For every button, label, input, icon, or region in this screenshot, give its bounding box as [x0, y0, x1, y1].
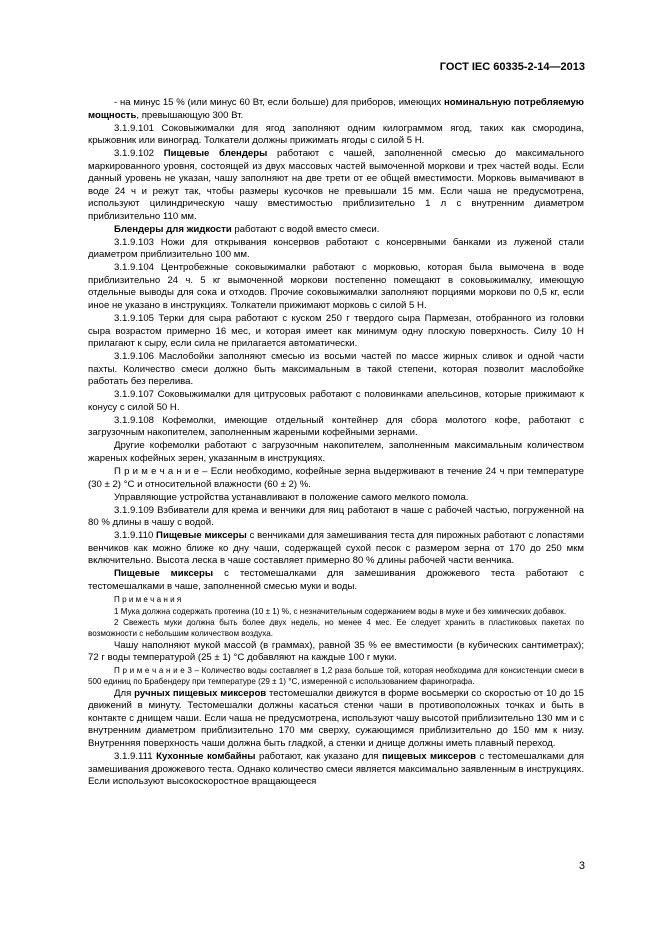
note [88, 466, 584, 491]
bold-term: Пищевые миксеры [156, 530, 247, 542]
text: с тестомешалками для замешивания дрожжевого теста. Однако количество смеси является максимально заявленным в инструкциях. Если используют высокоскоростное вращающееся [88, 751, 584, 788]
paragraph: 3.1.9.109 Взбиватели для крема и венчики для яиц работают в чаше с рабочей частью, погруженной на 80 % длины в чашу с водой. [88, 504, 584, 529]
paragraph: Управляющие устройства устанавливают в положение самого мелкого помола. [114, 491, 469, 503]
bold-term: Пищевые миксеры [114, 568, 214, 580]
notes-heading: П р и м е ч а н и я [114, 595, 182, 604]
paragraph: 3.1.9.101 Соковыжималки для ягод заполняют одним килограммом ягод, таких как смородина, крыжовник или виноград. Толкатели должны прижимать ягоды с силой 5 Н. [88, 122, 584, 147]
text: – Если необходимо, кофейные зерна выдерживают в течение 24 ч при температуре (30 ± 2) °С и относительной влажности (60 ± 2) %. [88, 466, 584, 490]
bold-term: Пищевые блендеры [163, 148, 268, 160]
note-item: 2 Свежесть муки должна быть более двух недель, но менее 4 мес. Ее следует хранить в пластиковых пакетах по возможности с небольшим количеством воздуха. [88, 618, 584, 639]
paragraph: 3.1.9.103 Ножи для открывания консервов работают с консервными банками из луженой стали диаметром приблизительно 100 мм. [88, 236, 584, 261]
text: тестомешалки движутся в форме восьмерки со скоростью от 10 до 15 движений в минуту. Тестомешалки должны касаться стенки чаши в противоположных точках и быть в контакте с днищем чаши. Если чаша не предусмотрена, используют чашу высотой приблизительно 130 мм и с внутренним диаметром приблизительно 170 мм сверху, сужающимся приблизительно до 150 мм к низу. Внутренняя поверхность чаши должна быть гладкой, а стенки и днище должны иметь плавный переход. [88, 687, 584, 749]
paragraph [88, 568, 584, 593]
note-label: П р и м е ч а н и е [114, 466, 199, 478]
text: , превышающую 300 Вт. [136, 109, 244, 121]
text: 3.1.9.102 [114, 148, 164, 160]
note-item: 1 Мука должна содержать протеина (10 ± 1) %, с незначительным содержанием воды в муке и без химических добавок. [114, 606, 567, 616]
bold-term: пищевых миксеров [382, 751, 477, 763]
bold-term: Блендеры для жидкости [114, 223, 232, 235]
paragraph [88, 97, 584, 122]
text: 3 – Количество воды составляет в 1,2 раза больше той, которая необходима для консистенции смеси в 500 единиц по Брабендеру при температуре (29 ± 1) °С, измеренной с использованием фаринографа. [88, 666, 584, 687]
paragraph: 3.1.9.106 Маслобойки заполняют смесью из восьми частей по массе жирных сливок и одной части пахты. Количество смеси должно быть максимальным в такой степени, которая позволит маслобойке работать без перелива. [88, 351, 584, 388]
text: Для [114, 687, 135, 699]
bold-term: Кухонные комбайны [156, 751, 256, 763]
paragraph: 3.1.9.104 Центробежные соковыжималки работают с морковью, которая была вымочена в воде приблизительно 24 ч. 5 кг вымоченной моркови постепенно помещают в соковыжималку, имеющую отдельные выводы для сока и отходов. Прочие соковыжималки заполняют порциями моркови по 0,5 кг, если иное не указано в инструкциях. Толкатели прижимают морковь с силой 5 Н. [88, 262, 584, 311]
document-body [88, 97, 584, 789]
bold-term: номинальную потребляемую мощность [88, 97, 584, 121]
note-label: П р и м е ч а н и е [114, 666, 185, 676]
bold-term: ручных пищевых миксеров [134, 687, 267, 699]
text: с тестомешалками для замешивания дрожжевого теста работают с тестомешалками в чаше, заполненной смесью муки и воды. [88, 568, 584, 592]
text: работают, как указано для [255, 751, 382, 763]
paragraph [88, 530, 584, 568]
text: работают с чашей, заполненной смесью до максимального маркированного уровня, состоящей из двух массовых частей вымоченной моркови и трех частей воды. Если данный уровень не указан, чашу заполняют на две трети от ее общей вместимости. Морковь вымачивают в воде 24 ч и режут так, чтобы размеры кусочков не превышали 15 мм. Если чаша не предусмотрена, используют цилиндрическую чашу вместимостью приблизительно 1 л с внутренним диаметром приблизительно 110 мм. [88, 148, 584, 222]
paragraph [88, 148, 584, 223]
paragraph: 3.1.9.108 Кофемолки, имеющие отдельный контейнер для сбора молотого кофе, работают с загрузочным накопителем, заполненным жареными кофейными зернами. [88, 414, 584, 439]
paragraph: 3.1.9.107 Соковыжималки для цитрусовых работают с половинками апельсинов, которые прижимают к конусу с силой 50 Н. [88, 389, 584, 413]
paragraph [88, 224, 584, 237]
text: - на минус 15 % (или минус 60 Вт, если больше) для приборов, имеющих [114, 97, 444, 108]
paragraph: Чашу наполняют мукой массой (в граммах), равной 35 % ее вместимости (в кубических сантиметрах); 72 г воды температурой (25 ± 1) °С добавляют на каждые 100 г муки. [88, 639, 584, 664]
text: работают с водой вместо смеси. [231, 223, 380, 235]
note [88, 665, 584, 687]
paragraph [88, 688, 584, 751]
text: 3.1.9.111 [114, 751, 157, 763]
paragraph [88, 751, 584, 789]
text: 3.1.9.110 [114, 530, 157, 542]
standard-header: ГОСТ IEC 60335-2-14—2013 [439, 61, 585, 73]
page-number: 3 [578, 860, 585, 872]
text: с венчиками для замешивания теста для пирожных работают с лопастями венчиков как можно ближе ко дну чаши, содержащей сухой песок с размером зерна от 170 до 250 мкм включительно. Высота леска в чаше составляет примерно 80 % длины рабочей части венчика. [88, 530, 584, 567]
paragraph: Другие кофемолки работают с загрузочным накопителем, заполненным максимальным количеством жареных кофейных зерен, указанным в инструкциях. [88, 440, 584, 464]
paragraph: 3.1.9.105 Терки для сыра работают с куском 250 г твердого сыра Пармезан, отобранного из головки сыра возрастом примерно 16 мес, и которая имеет как минимум одну плоскую поверхность. Силу 10 Н прилагают к сыру, если сила не прилагается автоматически. [88, 313, 584, 350]
